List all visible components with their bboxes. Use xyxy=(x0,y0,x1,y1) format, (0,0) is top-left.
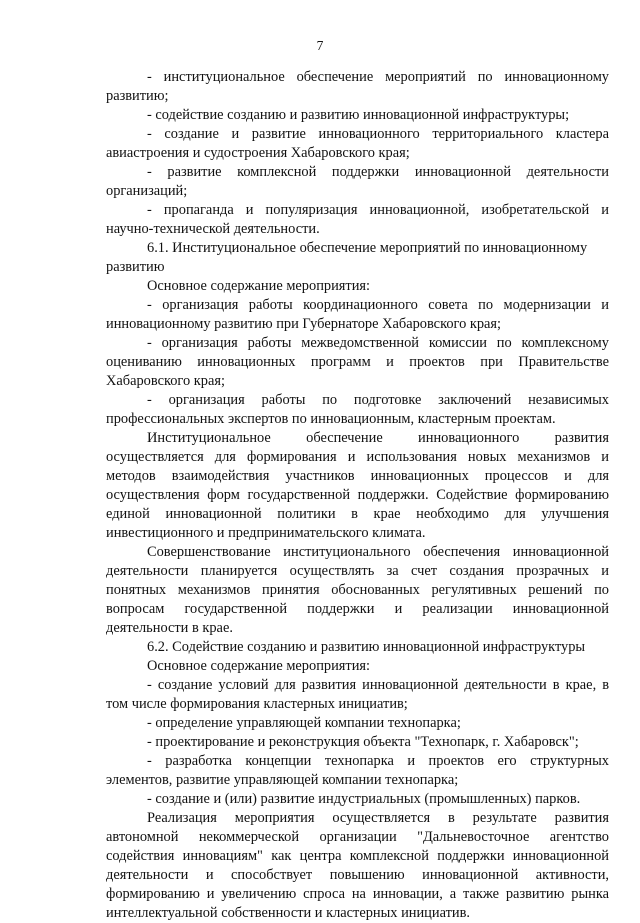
paragraph: Реализация мероприятия осуществляется в результате развития автономной некоммерческой организации "Дальневосточное агентство содействия инновациям" как центра комплексной поддержки инновационной деятельности и способствует повышению инновационной активности, формированию и увеличению спроса на инновации, а также развитию рынка интеллектуальной собственности и кластерных инициатив. xyxy=(106,810,609,921)
page-number: 7 xyxy=(316,38,324,53)
section-heading: 6.1. Институциональное обеспечение мероприятий по инновационному развитию xyxy=(106,240,588,275)
paragraph: Институциональное обеспечение инновационного развития осуществляется для формирования и использования новых механизмов и методов взаимодействия участников инновационных процессов и для осуществления форм государственной поддержки. Содействие формированию единой инновационной политики в крае необходимо для улучшения инвестиционного и предпринимательского климата. xyxy=(106,430,609,541)
paragraph: - определение управляющей компании технопарка; xyxy=(147,715,461,731)
paragraph: - институциональное обеспечение мероприятий по инновационному развитию; xyxy=(106,69,609,104)
section-heading: 6.2. Содействие созданию и развитию инновационной инфраструктуры xyxy=(147,639,586,655)
paragraph: - создание и развитие инновационного территориального кластера авиастроения и судостроения Хабаровского края; xyxy=(106,126,609,161)
paragraph: - пропаганда и популяризация инновационной, изобретательской и научно-технической деятельности. xyxy=(106,202,609,237)
subheading: Основное содержание мероприятия: xyxy=(147,658,371,674)
paragraph: - организация работы межведомственной комиссии по комплексному оцениванию инновационных программ и проектов при Правительстве Хабаровского края; xyxy=(106,335,609,389)
paragraph: Совершенствование институционального обеспечения инновационной деятельности планируется осуществлять за счет создания прозрачных и понятных механизмов принятия обоснованных регулятивных решений по вопросам государственной поддержки и реализации инновационной деятельности в крае. xyxy=(106,544,609,636)
paragraph: - проектирование и реконструкция объекта "Технопарк, г. Хабаровск"; xyxy=(147,734,579,750)
paragraph: - разработка концепции технопарка и проектов его структурных элементов, развитие управляющей компании технопарка; xyxy=(106,753,609,788)
paragraph: - организация работы координационного совета по модернизации и инновационному развитию при Губернаторе Хабаровского края; xyxy=(106,297,609,332)
paragraph: - содействие созданию и развитию инновационной инфраструктуры; xyxy=(147,107,570,123)
document-body xyxy=(106,68,609,923)
paragraph: - организация работы по подготовке заключений независимых профессиональных экспертов по инновационным, кластерным проектам. xyxy=(106,392,609,427)
subheading: Основное содержание мероприятия: xyxy=(147,278,371,294)
paragraph: - создание условий для развития инновационной деятельности в крае, в том числе формирования кластерных инициатив; xyxy=(106,677,609,712)
paragraph: - развитие комплексной поддержки инновационной деятельности организаций; xyxy=(106,164,609,199)
paragraph: - создание и (или) развитие индустриальных (промышленных) парков. xyxy=(147,791,581,807)
